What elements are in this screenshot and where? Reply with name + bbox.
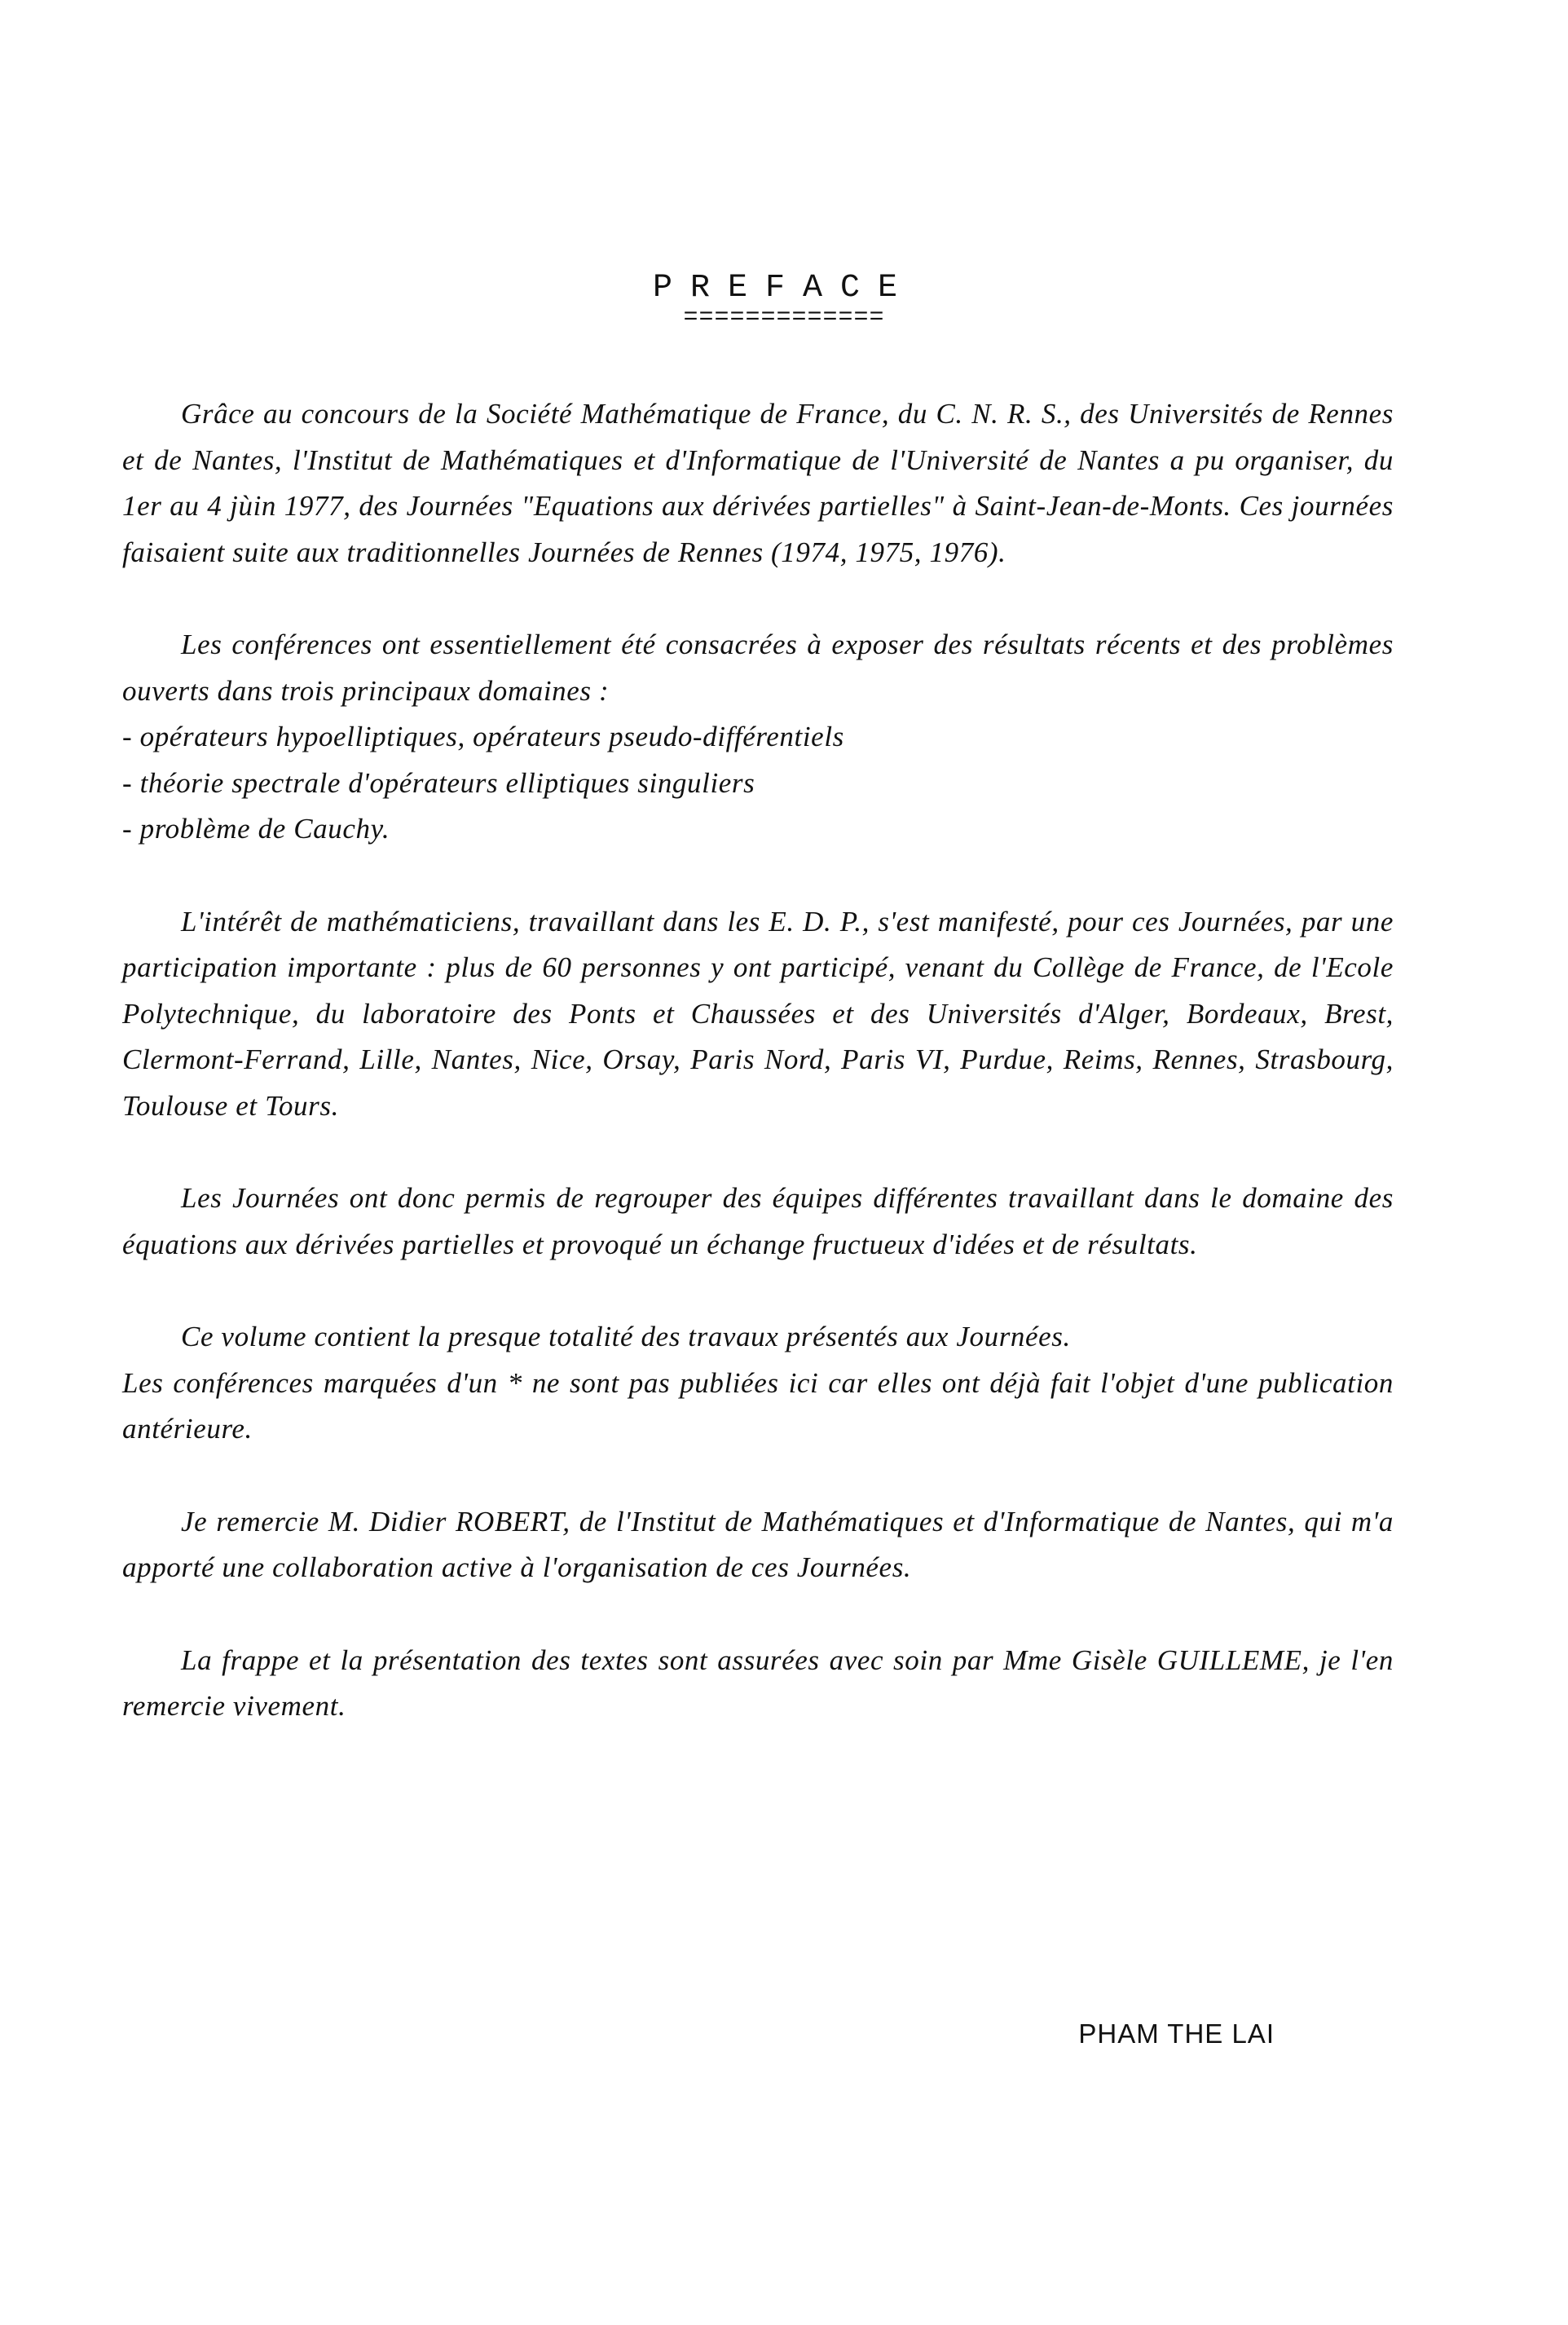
- author-signature: PHAM THE LAI: [1078, 2018, 1275, 2049]
- paragraph-topics: [122, 622, 1394, 853]
- paragraph-text: Les conférences ont essentiellement été consacrées à exposer des résultats récents et des problèmes ouverts dans trois principaux domaines :: [122, 629, 1394, 707]
- paragraph-participants: [122, 899, 1394, 1130]
- topic-list-item: - problème de Cauchy.: [122, 813, 390, 845]
- paragraph-text: La frappe et la présentation des textes sont assurées avec soin par Mme Gisèle GUILLEME, je l'en remercie vivement.: [122, 1643, 1394, 1722]
- paragraph-text: Je remercie M. Didier ROBERT, de l'Institut de Mathématiques et d'Informatique de Nantes, qui m'a apporté une collaboration active à l'organisation de ces Journées.: [122, 1505, 1394, 1583]
- paragraph-acknowledgement-typing: [122, 1638, 1394, 1730]
- paragraph-outcome: [122, 1176, 1394, 1268]
- paragraph-text: L'intérêt de mathématiciens, travaillant dans les E. D. P., s'est manifesté, pour ces Journées, par une participation importante : plus de 60 personnes y ont participé, venant du Collège de France, de l'Ecole Polytechnique, du laboratoire des Ponts et Chaussées et des Universités d'Alger, Bordeaux, Brest, Clermont-Ferrand, Lille, Nantes, Nice, Orsay, Paris Nord, Paris VI, Purdue, Reims, Rennes, Strasbourg, Toulouse et Tours.: [122, 905, 1394, 1122]
- paragraph-text: Les Journées ont donc permis de regrouper des équipes différentes travaillant dans le domaine des équations aux dérivées partielles et provoqué un échange fructueux d'idées et de résultats.: [122, 1182, 1394, 1260]
- paragraph-volume-contents: [122, 1314, 1394, 1453]
- topic-list-item: - théorie spectrale d'opérateurs elliptiques singuliers: [122, 766, 755, 799]
- title-underline: =============: [683, 304, 885, 332]
- preface-body: [122, 391, 1394, 1776]
- paragraph-acknowledgement-robert: [122, 1499, 1394, 1591]
- paragraph-text: Les conférences marquées d'un * ne sont pas publiées ici car elles ont déjà fait l'objet d'une publication antérieure.: [122, 1366, 1394, 1445]
- paragraph-text: Grâce au concours de la Société Mathématique de France, du C. N. R. S., des Universités de Rennes et de Nantes, l'Institut de Mathématiques et d'Informatique de l'Université de Nantes a pu organiser, du 1er au 4 jùin 1977, des Journées "Equations aux dérivées partielles" à Saint-Jean-de-Monts. Ces journées faisaient suite aux traditionnelles Journées de Rennes (1974, 1975, 1976).: [122, 398, 1394, 568]
- paragraph-text: Ce volume contient la presque totalité des travaux présentés aux Journées.: [181, 1321, 1071, 1352]
- topic-list-item: - opérateurs hypoelliptiques, opérateurs pseudo-différentiels: [122, 721, 844, 752]
- page-title: PREFACE: [652, 270, 916, 307]
- paragraph-sponsors: [122, 391, 1394, 576]
